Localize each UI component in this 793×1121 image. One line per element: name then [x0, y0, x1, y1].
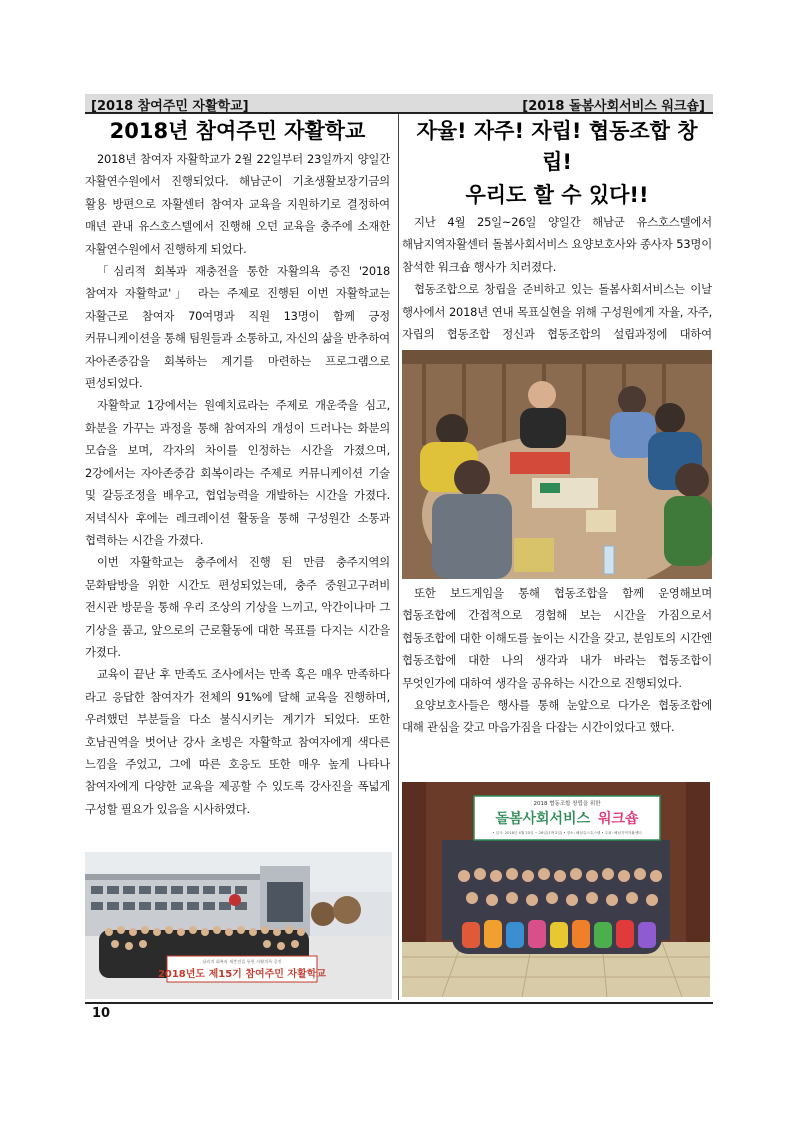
right-section-label: [2018 돌봄사회서비스 워크숍] [522, 99, 705, 114]
right-paragraph-1: 지난 4월 25일~26일 양일간 해남군 유스호스텔에서 해남지역자활센터 돌봄사회서비스 요양보호사와 종사자 53명이 참석한 워크숍 행사가 치러졌다. [402, 215, 712, 274]
right-article-title-line2: 우리도 할 수 있다!! [465, 183, 649, 207]
left-section-label: [2018 참여주민 자활학교] [91, 99, 249, 114]
workshop-banner-info: • 일시: 2018년 4월 25일 ~ 26일(1박 2일) • 장소: 해남유스호스텔 • 주최: 해남지역자활센터 [492, 831, 642, 835]
left-paragraph-5: 교육이 끝난 후 만족도 조사에서는 만족 혹은 매우 만족하다 라고 응답한 참여자가 전체의 91%에 달해 교육을 진행하며, 우려했던 부분들을 다소 불식시키는 계기가 되었다. 또한 호남권역을 벗어난 강사 초빙은 자활학교 참여자에게 색다른 느낌을 주었고, 그에 따른 호응도 또한 매우 높게 나타나 참여자에게 다양한 교육을 제공할 수 있도록 강사진을 폭넓게 구성할 필요가 있음을 시사하였다. [85, 667, 390, 816]
left-paragraph-4: 이번 자활학교는 충주에서 진행 된 만큼 충주지역의 문화탐방을 위한 시간도 편성되었는데, 충주 중원고구려비 전시관 방문을 통해 우리 조상의 기상을 느끼고, 악간이나마 그 기상을 품고, 앞으로의 근로활동에 대한 목표를 다지는 시간을 가졌다. [85, 555, 390, 659]
left-paragraph-3: 자활학교 1강에서는 원예치료라는 주제로 개운죽을 심고, 화분을 가꾸는 과정을 통해 참여자의 개성이 드러나는 화분의 모습을 보며, 각자의 차이를 인정하는 시간을 가졌으며, 2강에서는 자아존중감 회복이라는 주제로 커뮤니케이션 기술 및 갈등조정을 배우고, 협업능력을 개발하는 시간을 가졌다. 저녁식사 후에는 레크레이션 활동을 통해 구성원간 소통과 협력하는 시간을 가졌다. [85, 398, 390, 547]
right-paragraph-2: 협동조합으로 창립을 준비하고 있는 돌봄사회서비스는 이날 행사에서 2018년 연내 목표실현을 위해 구성원에게 자율, 자주, 자립의 협동조합 정신과 협동조합의 설립과정에 대하여 [402, 282, 712, 342]
workshop-banner-top: 2018 협동조합 창립을 위한 [533, 801, 601, 807]
svg-text:돌봄사회서비스 워크숍 [495, 810, 639, 827]
right-article-title-line1: 자율! 자주! 자립! 협동조합 창립! [416, 119, 698, 174]
column-divider [398, 114, 399, 1000]
photo-banner-subtitle: 심리적 회복과 재충전을 통한 자활의욕 증진 [202, 959, 282, 964]
section-header-bar [85, 94, 713, 114]
right-article-continued [402, 582, 712, 739]
left-article-title: 2018년 참여주민 자활학교 [109, 119, 366, 143]
photo-banner-text: 2018년도 제15기 참여주민 자활학교 [157, 969, 327, 980]
footer-rule [85, 1002, 713, 1004]
left-paragraph-1: 2018년 참여자 자활학교가 2월 22일부터 23일까지 양일간 자활연수원에서 진행되었다. 해남군이 기초생활보장기금의 활용 방편으로 자활센터 참여자 교육을 지원하기로 결정하여 매년 관내 유스호스텔에서 진행해 오던 교육을 충주에 소재한 자활연수원에서 진행하게 되었다. [85, 152, 390, 256]
right-article [402, 114, 712, 368]
board-game-meeting-photo [402, 350, 712, 579]
right-paragraph-3: 또한 보드게임을 통해 협동조합을 함께 운영해보며 협동조합에 간접적으로 경험해 보는 시간을 가짐으로서 협동조합에 대한 이해도를 높이는 시간을 갖고, 분임토의 시간엔 협동조합에 대한 나의 생각과 내가 바라는 협동조합이 무엇인가에 대하여 생각을 공유하는 시간으로 진행되었다. [402, 586, 712, 690]
left-paragraph-2: 「심리적 회복과 재충전을 통한 자활의욕 증진 '2018 참여자 자활학교'」 라는 주제로 진행된 이번 자활학교는 자활근로 참여자 70여명과 직원 13명이 함께 긍정 커뮤니케이션을 통해 팀원들과 소통하고, 자신의 삶을 반추하여 자아존중감을 회복하는 계기를 마련하는 프로그램으로 편성되었다. [85, 264, 390, 391]
left-article [85, 114, 390, 820]
workshop-banner-main: 돌봄사회서비스 [495, 811, 591, 827]
right-paragraph-4: 요양보호사들은 행사를 통해 눈앞으로 다가온 협동조합에 대해 관심을 갖고 마음가짐을 다잡는 시간이었다고 했다. [402, 698, 712, 735]
page-number: 10 [92, 1006, 111, 1021]
school-group-photo [85, 852, 392, 999]
workshop-group-photo [402, 782, 710, 997]
workshop-banner-accent: 워크숍 [597, 811, 639, 827]
